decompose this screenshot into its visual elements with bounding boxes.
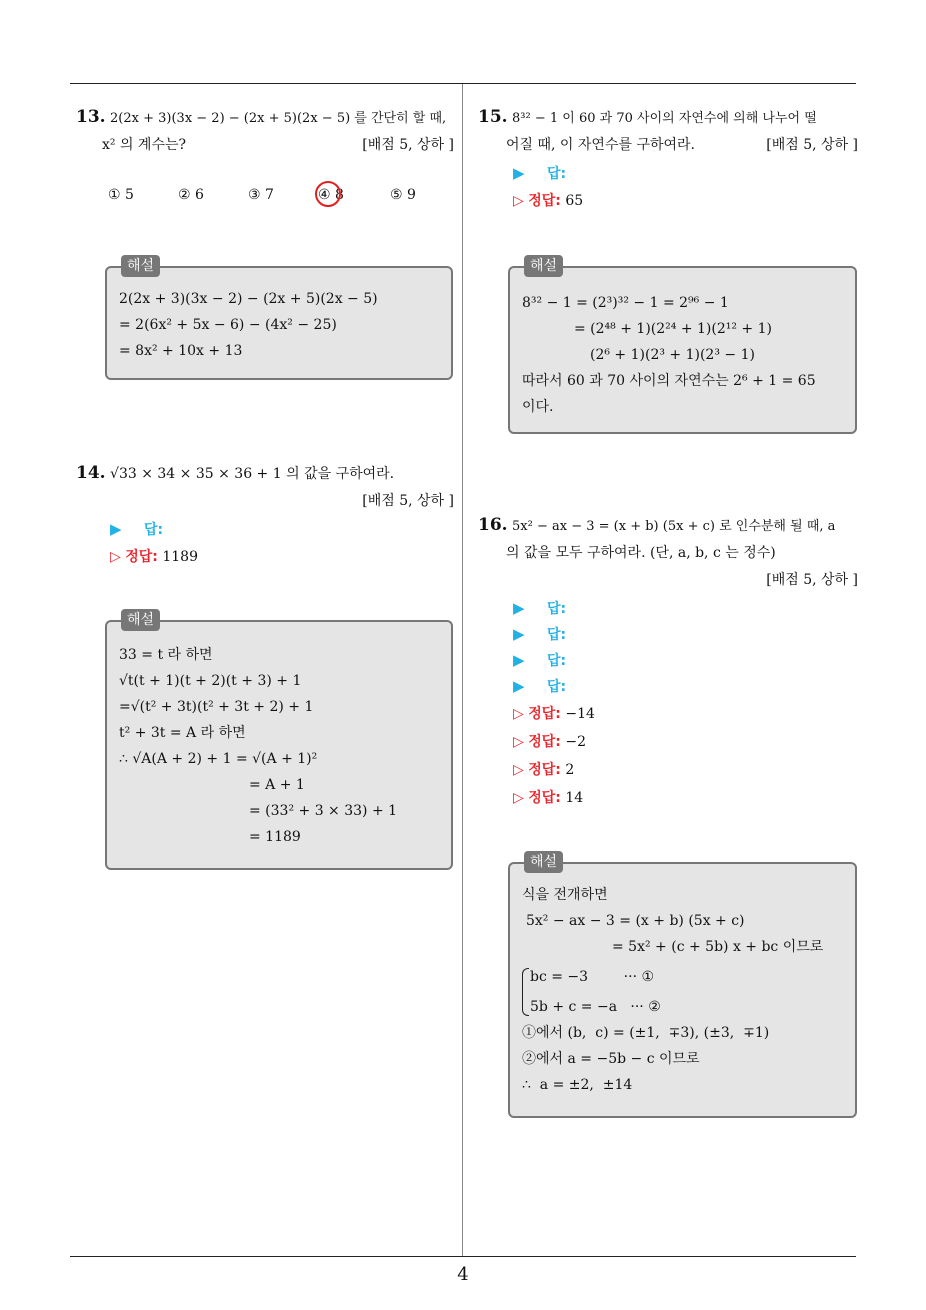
score-meta: [배점 5, 상하 ] [362, 137, 454, 153]
answer-row [513, 621, 595, 647]
question-number: 16. [478, 515, 508, 535]
answers-14 [110, 516, 198, 570]
play-triangle-icon: ▶ [513, 677, 525, 695]
answer-row [513, 595, 595, 621]
correct-value: 14 [565, 790, 584, 806]
solution-label: 해설 [524, 255, 563, 277]
correct-row [513, 785, 595, 813]
question-text: 5x² − ax − 3 = (x + b) (5x + c) 로 인수분해 될 때, a [512, 519, 836, 534]
solution-box-14 [105, 612, 453, 870]
correct-label: 정답: [528, 193, 561, 209]
answer-row [513, 647, 595, 673]
play-triangle-icon: ▶ [513, 599, 525, 617]
question-text-2: x² 의 계수는? [102, 137, 187, 153]
choice-3[interactable]: ③ 7 [248, 187, 274, 203]
page-number: 4 [457, 1264, 469, 1285]
top-rule [70, 83, 856, 84]
correct-row [110, 544, 198, 570]
play-triangle-icon: ▶ [513, 651, 525, 669]
correct-label: 정답: [528, 706, 561, 722]
solution-box-15 [508, 258, 857, 434]
choices-13 [108, 187, 438, 207]
solution-line: ∴ √A(A + 2) + 1 = √(A + 1)² [119, 751, 318, 767]
answer-label: 답: [547, 679, 567, 695]
correct-row [513, 188, 583, 214]
question-text: 2(2x + 3)(3x − 2) − (2x + 5)(2x − 5) 를 간단히 할 때, [110, 111, 447, 126]
question-16 [478, 512, 858, 594]
correct-label: 정답: [528, 790, 561, 806]
solution-line: = 1189 [249, 829, 301, 845]
answer-label: 답: [547, 601, 567, 617]
outline-triangle-icon: ▷ [513, 193, 524, 209]
solution-line: ②에서 a = −5b − c 이므로 [522, 1051, 700, 1067]
answer-row [513, 673, 595, 699]
choice-2[interactable]: ② 6 [178, 187, 204, 203]
equation-system [522, 964, 845, 1020]
solution-line: bc = −3 ··· ① [530, 969, 655, 985]
answer-row [110, 516, 198, 542]
solution-line: (2⁶ + 1)(2³ + 1)(2³ − 1) [590, 347, 755, 363]
solution-line: = 2(6x² + 5x − 6) − (4x² − 25) [119, 317, 337, 333]
solution-line: 2(2x + 3)(3x − 2) − (2x + 5)(2x − 5) [119, 291, 378, 307]
correct-value: −14 [565, 706, 595, 722]
correct-value: 65 [565, 193, 584, 209]
solution-box-16 [508, 854, 857, 1118]
correct-row [513, 701, 595, 729]
play-triangle-icon: ▶ [513, 625, 525, 643]
answers-15 [513, 160, 583, 214]
answer-label: 답: [144, 522, 164, 538]
answer-label: 답: [547, 653, 567, 669]
solution-label: 해설 [524, 851, 563, 873]
question-text-2: 어질 때, 이 자연수를 구하여라. [506, 137, 695, 153]
choice-5[interactable]: ⑤ 9 [390, 187, 416, 203]
question-13 [76, 104, 454, 159]
outline-triangle-icon: ▷ [513, 790, 524, 806]
solution-line: 따라서 60 과 70 사이의 자연수는 2⁶ + 1 = 65 [522, 373, 816, 389]
answer-label: 답: [547, 166, 567, 182]
question-15 [478, 104, 858, 159]
correct-row [513, 729, 595, 757]
solution-line: ∴ a = ±2, ±14 [522, 1077, 633, 1093]
solution-line: = (33² + 3 × 33) + 1 [249, 803, 398, 819]
left-brace [522, 968, 529, 1016]
question-text: √33 × 34 × 35 × 36 + 1 의 값을 구하여라. [110, 466, 395, 482]
solution-line: √t(t + 1)(t + 2)(t + 3) + 1 [119, 673, 302, 689]
question-text-2: 의 값을 모두 구하여라. (단, a, b, c 는 정수) [506, 545, 776, 561]
solution-line: 이다. [522, 399, 554, 415]
solution-line: = 5x² + (c + 5b) x + bc 이므로 [612, 939, 824, 955]
answer-row [513, 160, 583, 186]
solution-line: 8³² − 1 = (2³)³² − 1 = 2⁹⁶ − 1 [522, 295, 729, 311]
score-meta: [배점 5, 상하 ] [362, 493, 454, 509]
correct-value: −2 [565, 734, 586, 750]
solution-body [522, 882, 845, 1098]
solution-label: 해설 [121, 255, 160, 277]
correct-label: 정답: [125, 549, 158, 565]
score-meta: [배점 5, 상하 ] [766, 572, 858, 588]
correct-label: 정답: [528, 734, 561, 750]
solution-body [119, 642, 441, 850]
score-meta: [배점 5, 상하 ] [766, 137, 858, 153]
solution-line: = A + 1 [249, 777, 305, 793]
solution-body [119, 286, 441, 364]
solution-line: = 8x² + 10x + 13 [119, 343, 243, 359]
correct-value: 1189 [162, 549, 198, 565]
question-number: 15. [478, 107, 508, 127]
answers-16 [513, 595, 595, 813]
play-triangle-icon: ▶ [513, 164, 525, 182]
solution-line: 식을 전개하면 [522, 887, 608, 903]
correct-label: 정답: [528, 762, 561, 778]
question-text: 8³² − 1 이 60 과 70 사이의 자연수에 의해 나누어 떨 [512, 111, 817, 126]
outline-triangle-icon: ▷ [513, 706, 524, 722]
question-number: 13. [76, 107, 106, 127]
column-divider [462, 84, 463, 1256]
choice-1[interactable]: ① 5 [108, 187, 134, 203]
question-14 [76, 460, 454, 515]
correct-value: 2 [565, 762, 575, 778]
solution-body [522, 290, 845, 420]
solution-line: =√(t² + 3t)(t² + 3t + 2) + 1 [119, 699, 314, 715]
solution-line: 33 = t 라 하면 [119, 647, 213, 663]
choice-4[interactable]: ④ 8 [318, 187, 344, 203]
solution-box-13 [105, 258, 453, 380]
question-number: 14. [76, 463, 106, 483]
solution-line: 5b + c = −a ··· ② [530, 999, 661, 1015]
solution-line: t² + 3t = A 라 하면 [119, 725, 246, 741]
solution-line: ①에서 (b, c) = (±1, ∓3), (±3, ∓1) [522, 1025, 770, 1041]
outline-triangle-icon: ▷ [513, 762, 524, 778]
answer-circle-mark [315, 181, 341, 207]
correct-row [513, 757, 595, 785]
outline-triangle-icon: ▷ [110, 549, 121, 565]
solution-label: 해설 [121, 609, 160, 631]
outline-triangle-icon: ▷ [513, 734, 524, 750]
bottom-rule [70, 1256, 856, 1257]
solution-line: = (2⁴⁸ + 1)(2²⁴ + 1)(2¹² + 1) [574, 321, 772, 337]
play-triangle-icon: ▶ [110, 520, 122, 538]
solution-line: 5x² − ax − 3 = (x + b) (5x + c) [526, 913, 745, 929]
answer-label: 답: [547, 627, 567, 643]
